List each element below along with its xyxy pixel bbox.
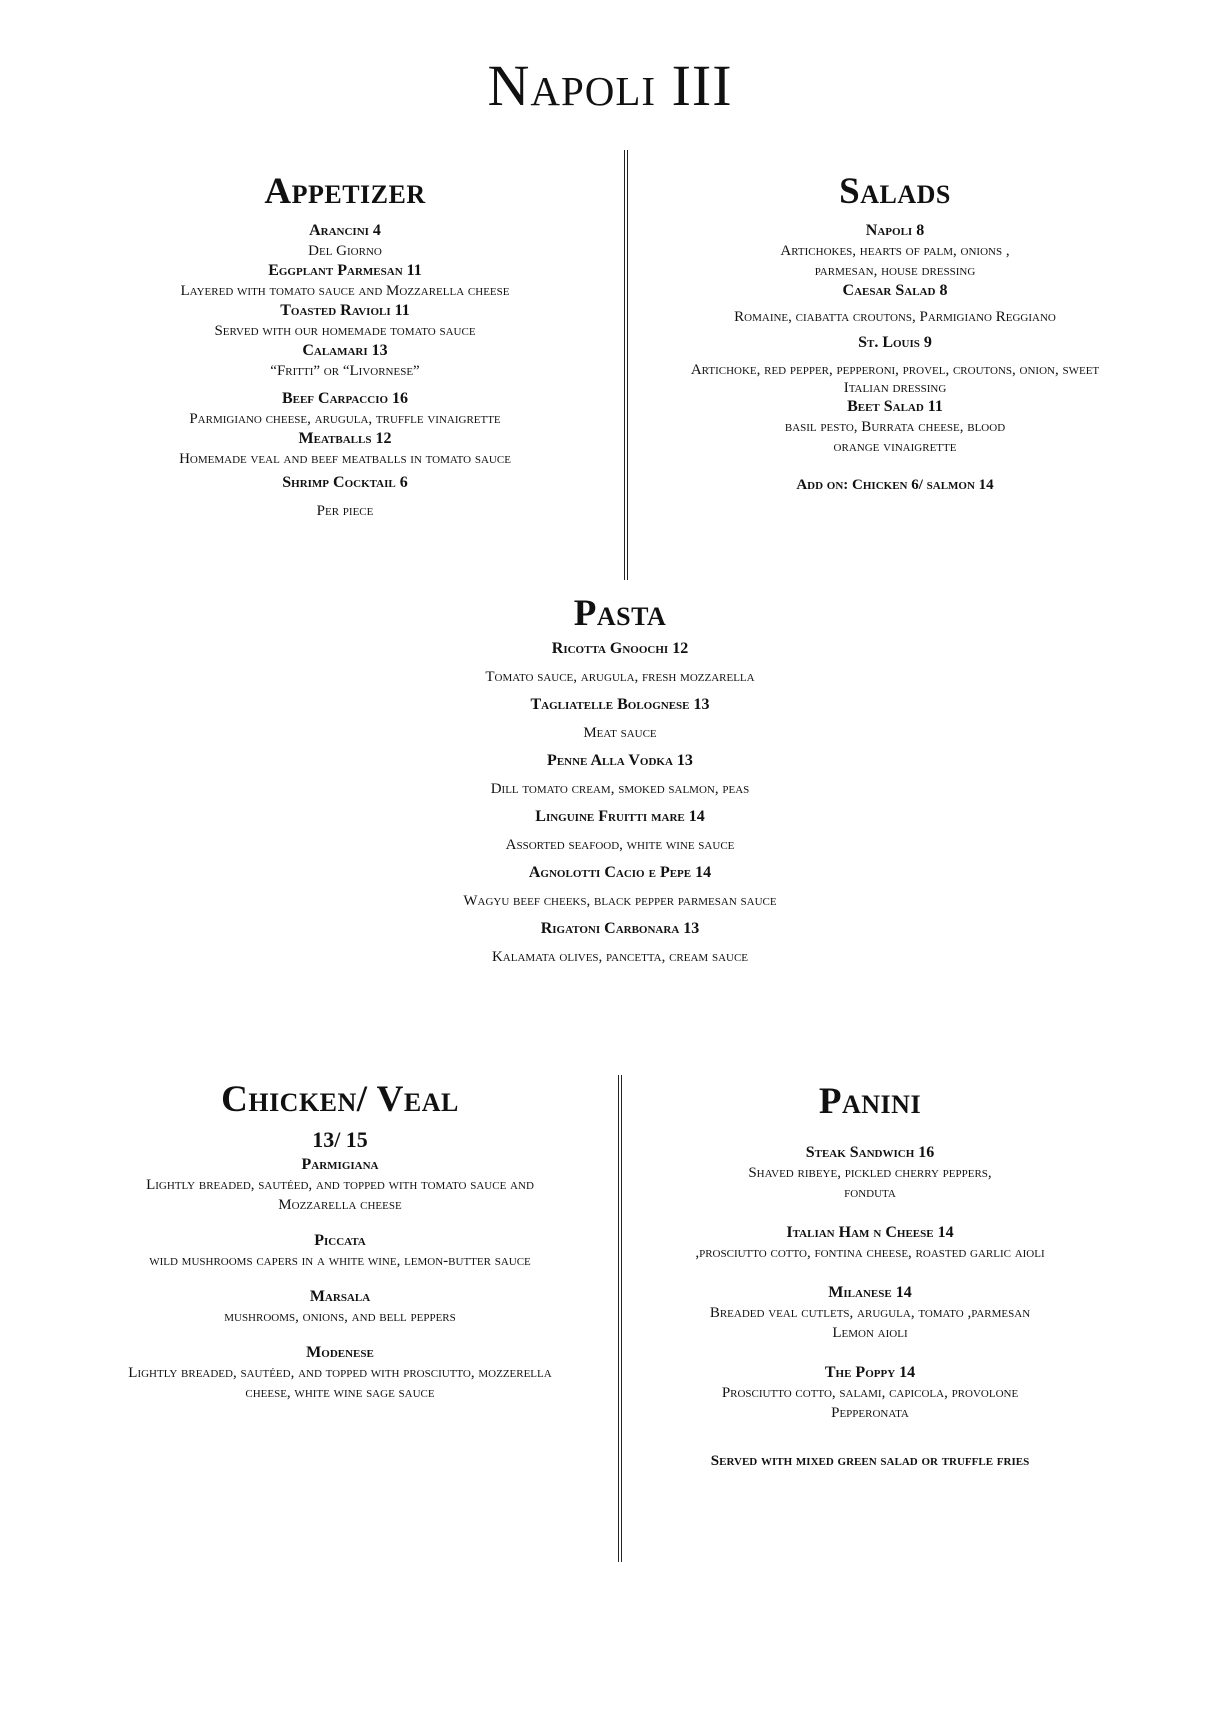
salads-addon-note: Add on: Chicken 6/ salmon 14 [796, 476, 994, 493]
menu-item-desc: Layered with tomato sauce and Mozzarella cheese [180, 282, 510, 299]
menu-item-name: Parmigiana [301, 1155, 379, 1173]
menu-item-desc: Artichoke, red pepper, pepperoni, provel, croutons, onion, sweet [690, 361, 1100, 378]
chicken-veal-section [70, 1080, 610, 1419]
menu-item-name: Caesar Salad 8 [842, 281, 948, 299]
menu-item [630, 1143, 1110, 1203]
menu-item-desc: fonduta [844, 1184, 896, 1201]
menu-item-desc: ,prosciutto cotto, fontina cheese, roasted garlic aioli [695, 1244, 1045, 1261]
menu-item-name: Ricotta Gnoochi 12 [551, 639, 689, 657]
menu-item [70, 1155, 610, 1215]
menu-item-desc: Assorted seafood, white wine sauce [505, 836, 735, 853]
chicken-veal-heading: Chicken/ Veal [221, 1079, 459, 1120]
menu-item-name: Meatballs 12 [298, 429, 392, 447]
menu-item-desc: Homemade veal and beef meatballs in tomato sauce [179, 450, 511, 467]
menu-item-name: The Poppy 14 [824, 1363, 916, 1381]
menu-item-name: Napoli 8 [865, 221, 925, 239]
menu-item-name: Marsala [309, 1287, 371, 1305]
menu-item-desc: Wagyu beef cheeks, black pepper parmesan sauce [463, 892, 777, 909]
menu-item-name: Calamari 13 [302, 341, 388, 359]
panini-section [630, 1082, 1110, 1470]
menu-item-desc: Dill tomato cream, smoked salmon, peas [490, 780, 750, 797]
menu-item-name: Linguine Fruitti mare 14 [535, 807, 705, 825]
menu-item-name: Toasted Ravioli 11 [280, 301, 410, 319]
menu-item-desc: Pepperonata [831, 1404, 909, 1421]
menu-item-desc: cheese, white wine sage sauce [245, 1384, 435, 1401]
menu-item-desc: wild mushrooms capers in a white wine, lemon-butter sauce [149, 1252, 531, 1269]
salads-section [630, 172, 1160, 494]
menu-item [70, 1231, 610, 1271]
menu-item-name: Beet Salad 11 [847, 397, 943, 415]
menu-item-desc: orange vinaigrette [833, 438, 957, 455]
menu-item-name: Beef Carpaccio 16 [281, 389, 409, 407]
menu-item-name: Milanese 14 [828, 1283, 912, 1301]
menu-item-name: Tagliatelle Bolognese 13 [530, 695, 710, 713]
menu-item-desc: parmesan, house dressing [814, 262, 976, 279]
menu-item-name: Shrimp Cocktail 6 [282, 473, 408, 491]
menu-item [70, 1343, 610, 1403]
menu-item-desc: Meat sauce [583, 724, 657, 741]
menu-item-desc: Shaved ribeye, pickled cherry peppers, [748, 1164, 992, 1181]
divider-top [624, 150, 628, 580]
menu-item-desc: Romaine, ciabatta croutons, Parmigiano Reggiano [734, 308, 1056, 325]
menu-item-name: St. Louis 9 [858, 333, 932, 351]
menu-item-desc: Parmigiano cheese, arugula, truffle vinaigrette [189, 410, 501, 427]
divider-bottom [618, 1075, 622, 1562]
salads-heading: Salads [839, 171, 951, 212]
menu-item-desc: Lightly breaded, sautéed, and topped with prosciutto, mozzerella [128, 1364, 552, 1381]
menu-item-desc: Artichokes, hearts of palm, onions , [780, 242, 1010, 259]
pasta-heading: Pasta [573, 593, 667, 634]
menu-item-desc: Served with our homemade tomato sauce [214, 322, 476, 339]
menu-item-desc: basil pesto, Burrata cheese, blood [784, 418, 1006, 435]
appetizer-heading: Appetizer [264, 171, 426, 212]
menu-item-desc: Breaded veal cutlets, arugula, tomato ,parmesan [709, 1304, 1031, 1321]
menu-item-name: Arancini 4 [309, 221, 381, 239]
menu-item-name: Italian Ham n Cheese 14 [786, 1223, 954, 1241]
menu-item [70, 1287, 610, 1327]
menu-item-desc: Italian dressing [843, 379, 947, 396]
panini-sides-note: Served with mixed green salad or truffle fries [710, 1452, 1030, 1469]
menu-item-name: Steak Sandwich 16 [805, 1143, 935, 1161]
menu-item-name: Agnolotti Cacio e Pepe 14 [528, 863, 712, 881]
menu-item-name: Penne Alla Vodka 13 [547, 751, 693, 769]
menu-item-desc: “Fritti” or “Livornese” [270, 362, 420, 379]
menu-item-desc: Del Giorno [308, 242, 382, 259]
menu-item-name: Eggplant Parmesan 11 [268, 261, 422, 279]
menu-item-desc: Mozzarella cheese [278, 1196, 402, 1213]
appetizer-section [100, 172, 590, 521]
panini-heading: Panini [818, 1081, 922, 1122]
menu-item-name: Piccata [314, 1231, 366, 1249]
menu-item-desc: Lemon aioli [832, 1324, 908, 1341]
menu-item-desc: Tomato sauce, arugula, fresh mozzarella [485, 668, 755, 685]
menu-title: Napoli III [487, 53, 733, 118]
menu-item-name: Modenese [306, 1343, 374, 1361]
menu-item-desc: Per piece [316, 502, 374, 519]
menu-item [630, 1283, 1110, 1343]
menu-item-desc: Prosciutto cotto, salami, capicola, provolone [721, 1384, 1019, 1401]
menu-item-desc: Kalamata olives, pancetta, cream sauce [491, 948, 749, 965]
pasta-section [320, 594, 920, 967]
chicken-veal-price: 13/ 15 [312, 1126, 368, 1152]
menu-item-desc: Lightly breaded, sautéed, and topped with tomato sauce and [146, 1176, 534, 1193]
menu-item [630, 1363, 1110, 1423]
menu-item-name: Rigatoni Carbonara 13 [540, 919, 700, 937]
menu-item [630, 1223, 1110, 1263]
menu-item-desc: mushrooms, onions, and bell peppers [224, 1308, 456, 1325]
